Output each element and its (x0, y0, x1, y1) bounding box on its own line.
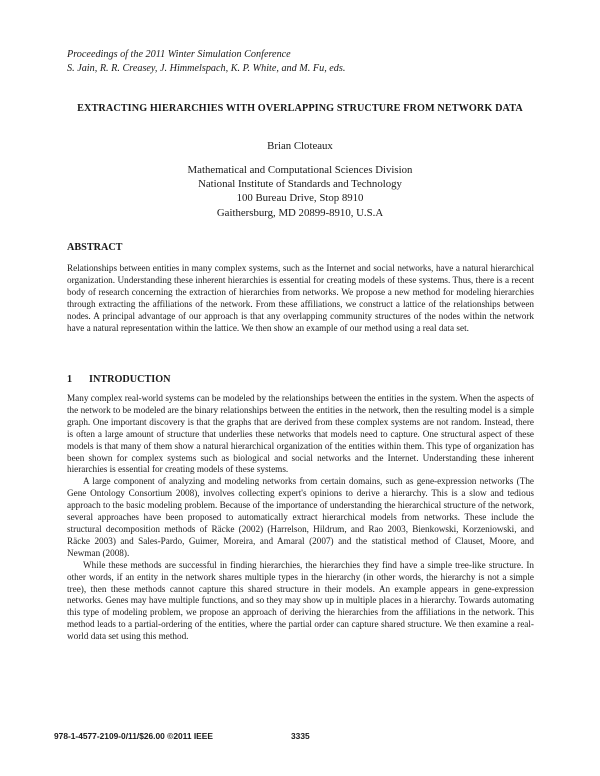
author-name: Brian Cloteaux (267, 140, 333, 152)
abstract-heading: ABSTRACT (67, 242, 123, 253)
affiliation-line: National Institute of Standards and Technology (198, 178, 402, 191)
section-title: INTRODUCTION (89, 374, 171, 385)
paper-title: EXTRACTING HIERARCHIES WITH OVERLAPPING STRUCTURE FROM NETWORK DATA (77, 103, 523, 114)
introduction-body (67, 393, 534, 643)
body-paragraph: Many complex real-world systems can be modeled by the relationships between the entities in the system. When the aspects of the network to be modeled are the binary relationships between the entities in the network, then the resulting model is a simple graph. One important discovery is that the graphs that are derived from these complex systems are not random. Instead, there is often a large amount of structure that underlies these networks that models need to capture. One structural aspect of these models is that many of them show a natural hierarchical organization of the entities within them. This type of organization has been shown for complex systems such as biological and social networks and the Internet. Understanding these inherent hierarchies is essential for creating models of these systems. (67, 393, 534, 475)
proceedings-line: Proceedings of the 2011 Winter Simulation Conference (67, 49, 291, 60)
abstract-text: Relationships between entities in many complex systems, such as the Internet and social networks, have a natural hierarchical organization. Understanding these inherent hierarchies is essential for creating models of these systems. Thus, there is a recent body of research concerning the extraction of hierarchies from networks. We propose a new method for modeling hierarchies through extracting the affiliations of the network. From these affiliations, we construct a lattice of the relationships between nodes. A principal advantage of our approach is that any overlapping community structures of the nodes within the network have a natural representation within the lattice. We then show an example of our method using a real data set. (67, 263, 534, 333)
section-heading-introduction (67, 374, 171, 385)
copyright-notice: 978-1-4577-2109-0/11/$26.00 ©2011 IEEE (54, 731, 213, 741)
author-affiliation (60, 163, 540, 220)
body-paragraph: While these methods are successful in finding hierarchies, the hierarchies they find have a simple tree-like structure. In other words, if an entity in the network shares multiple types in the hierarchy (in other words, the hierarchy is not a simple tree), then these methods cannot capture this shared structure in their models. An example appears in gene-expression networks. Genes may have multiple functions, and so they may show up in multiple places in a hierarchy. Towards automating this type of modeling problem, we propose an approach of deriving the hierarchies from the affiliations in the network. This method leads to a partial-ordering of the entities, where the partial order can capture shared structure. We then examine a real-world data set using this method. (67, 559, 534, 642)
affiliation-line: Gaithersburg, MD 20899-8910, U.S.A (216, 206, 384, 219)
affiliation-line: 100 Bureau Drive, Stop 8910 (236, 192, 364, 205)
editors-line: S. Jain, R. R. Creasey, J. Himmelspach, K. P. White, and M. Fu, eds. (67, 63, 346, 74)
section-number: 1 (67, 374, 73, 385)
body-paragraph: A large component of analyzing and modeling networks from certain domains, such as gene-expression networks (The Gene Ontology Consortium 2008), involves collecting expert's opinions to derive a hierarchy. This is a slow and tedious approach to the basic modeling problem. Because of the importance of understanding the hierarchical structure of the network, several approaches have been proposed to automatically extract hierarchical models from networks. These include the structural decomposition methods of Räcke (2002) (Harrelson, Hildrum, and Rao 2003, Bienkowski, Korzeniowski, and Räcke 2003) and Sales-Pardo, Guimer, Moreira, and Amaral (2007) and the statistical method of Clauset, Moore, and Newman (2008). (67, 476, 534, 558)
conference-header (67, 48, 345, 76)
page-number: 3335 (291, 731, 310, 741)
affiliation-line: Mathematical and Computational Sciences Division (187, 164, 413, 176)
